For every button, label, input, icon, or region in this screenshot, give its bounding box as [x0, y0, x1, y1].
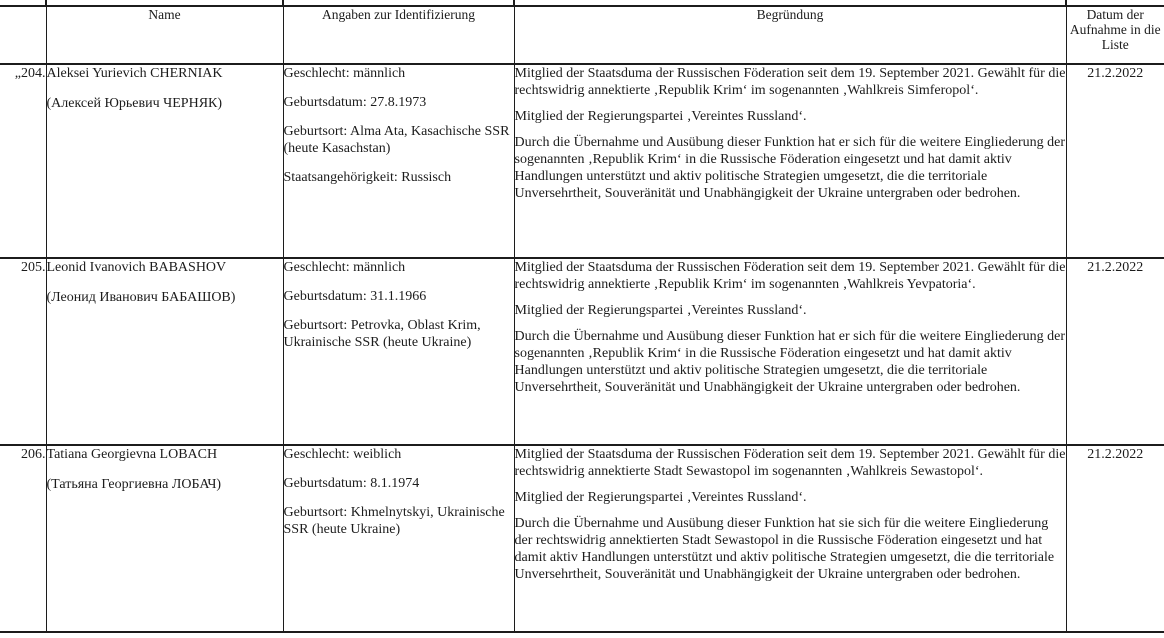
name-cell: [46, 64, 283, 258]
reason-paragraph: Mitglied der Staatsduma der Russischen Föderation seit dem 19. September 2021. Gewählt für die rechtswidrig annektierte ‚Republik Krim‘ im sogenannten ‚Wahlkreis Yevpatoria‘.: [514, 260, 1066, 292]
reason-paragraph: Mitglied der Staatsduma der Russischen Föderation seit dem 19. September 2021. Gewählt für die rechtswidrig annektierte Stadt Sewastopol im sogenannten ‚Wahlkreis Sewastopol‘.: [514, 447, 1066, 479]
identification-line: Staatsangehörigkeit: Russisch: [283, 170, 452, 185]
table-row: [0, 258, 1164, 445]
name-cyrillic: (Леонид Иванович БАБАШОВ): [46, 290, 236, 305]
name-cell: [46, 445, 283, 632]
identification-line: Geburtsort: Alma Ata, Kasachische SSR (heute Kasachstan): [283, 124, 510, 156]
name-cyrillic: (Алексей Юрьевич ЧЕРНЯК): [46, 96, 223, 111]
sanctions-table: [0, 5, 1164, 633]
identification-line: Geburtsort: Khmelnytskyi, Ukrainische SSR (heute Ukraine): [283, 505, 505, 537]
reason-paragraph: Durch die Übernahme und Ausübung dieser Funktion hat sie sich für die weitere Eingliederung der rechtswidrig annektierten Stadt Sewastopol in die Russische Föderation eingesetzt und hat damit aktiv Handlungen unterstützt und aktiv politische Strategien umgesetzt, die die territoriale Unversehrtheit, Souveränität und Unabhängigkeit der Ukraine untergraben oder bedrohen.: [514, 516, 1055, 582]
name-cyrillic: (Татьяна Георгиевна ЛОБАЧ): [46, 477, 222, 492]
name-latin: Aleksei Yurievich CHERNIAK: [46, 66, 223, 81]
name-cell: [46, 258, 283, 445]
name-latin: Tatiana Georgievna LOBACH: [46, 447, 218, 462]
reasons-cell: [514, 64, 1066, 258]
header-identification: Angaben zur Identifizierung: [283, 6, 514, 64]
reason-paragraph: Mitglied der Regierungspartei ‚Vereintes Russland‘.: [514, 303, 807, 318]
reason-paragraph: Durch die Übernahme und Ausübung dieser Funktion hat er sich für die weitere Eingliederung der sogenannten ‚Republik Krim‘ in die Russische Föderation eingesetzt und hat damit aktiv Handlungen unterstützt und aktiv politische Strategien umgesetzt, die die territoriale Unversehrtheit, Souveränität und Unabhängigkeit der Ukraine untergraben oder bedrohen.: [514, 329, 1066, 395]
header-name: Name: [46, 6, 283, 64]
identification-cell: [283, 258, 514, 445]
listing-date: 21.2.2022: [1066, 445, 1164, 632]
identification-line: Geburtsdatum: 31.1.1966: [283, 289, 427, 304]
header-date: Datum der Aufnahme in die Liste: [1066, 6, 1164, 64]
identification-cell: [283, 64, 514, 258]
reason-paragraph: Mitglied der Regierungspartei ‚Vereintes Russland‘.: [514, 109, 807, 124]
table-row: [0, 64, 1164, 258]
listing-date: 21.2.2022: [1066, 258, 1164, 445]
row-number: 205.: [0, 258, 46, 445]
table-header-row: [0, 6, 1164, 64]
row-number: „204.: [0, 64, 46, 258]
reasons-cell: [514, 258, 1066, 445]
reason-paragraph: Mitglied der Staatsduma der Russischen Föderation seit dem 19. September 2021. Gewählt für die rechtswidrig annektierte ‚Republik Krim‘ im sogenannten ‚Wahlkreis Simferopol‘.: [514, 66, 1066, 98]
header-reasons: Begründung: [514, 6, 1066, 64]
column-divider-tick: [45, 0, 47, 6]
header-number-cell: [0, 6, 46, 64]
identification-line: Geburtsort: Petrovka, Oblast Krim, Ukrainische SSR (heute Ukraine): [283, 318, 481, 350]
identification-line: Geburtsdatum: 8.1.1974: [283, 476, 420, 491]
identification-line: Geburtsdatum: 27.8.1973: [283, 95, 427, 110]
identification-line: Geschlecht: männlich: [283, 66, 406, 81]
identification-line: Geschlecht: männlich: [283, 260, 406, 275]
listing-date: 21.2.2022: [1066, 64, 1164, 258]
reason-paragraph: Durch die Übernahme und Ausübung dieser Funktion hat er sich für die weitere Eingliederung der sogenannten ‚Republik Krim‘ in die Russische Föderation eingesetzt und hat damit aktiv Handlungen unterstützt und aktiv politische Strategien umgesetzt, die die territoriale Unversehrtheit, Souveränität und Unabhängigkeit der Ukraine untergraben oder bedrohen.: [514, 135, 1066, 201]
row-number: 206.: [0, 445, 46, 632]
column-divider-tick: [1065, 0, 1067, 6]
identification-line: Geschlecht: weiblich: [283, 447, 402, 462]
column-divider-tick: [513, 0, 515, 6]
reason-paragraph: Mitglied der Regierungspartei ‚Vereintes Russland‘.: [514, 490, 807, 505]
column-divider-tick: [282, 0, 284, 6]
table-row: [0, 445, 1164, 632]
reasons-cell: [514, 445, 1066, 632]
name-latin: Leonid Ivanovich BABASHOV: [46, 260, 227, 275]
identification-cell: [283, 445, 514, 632]
